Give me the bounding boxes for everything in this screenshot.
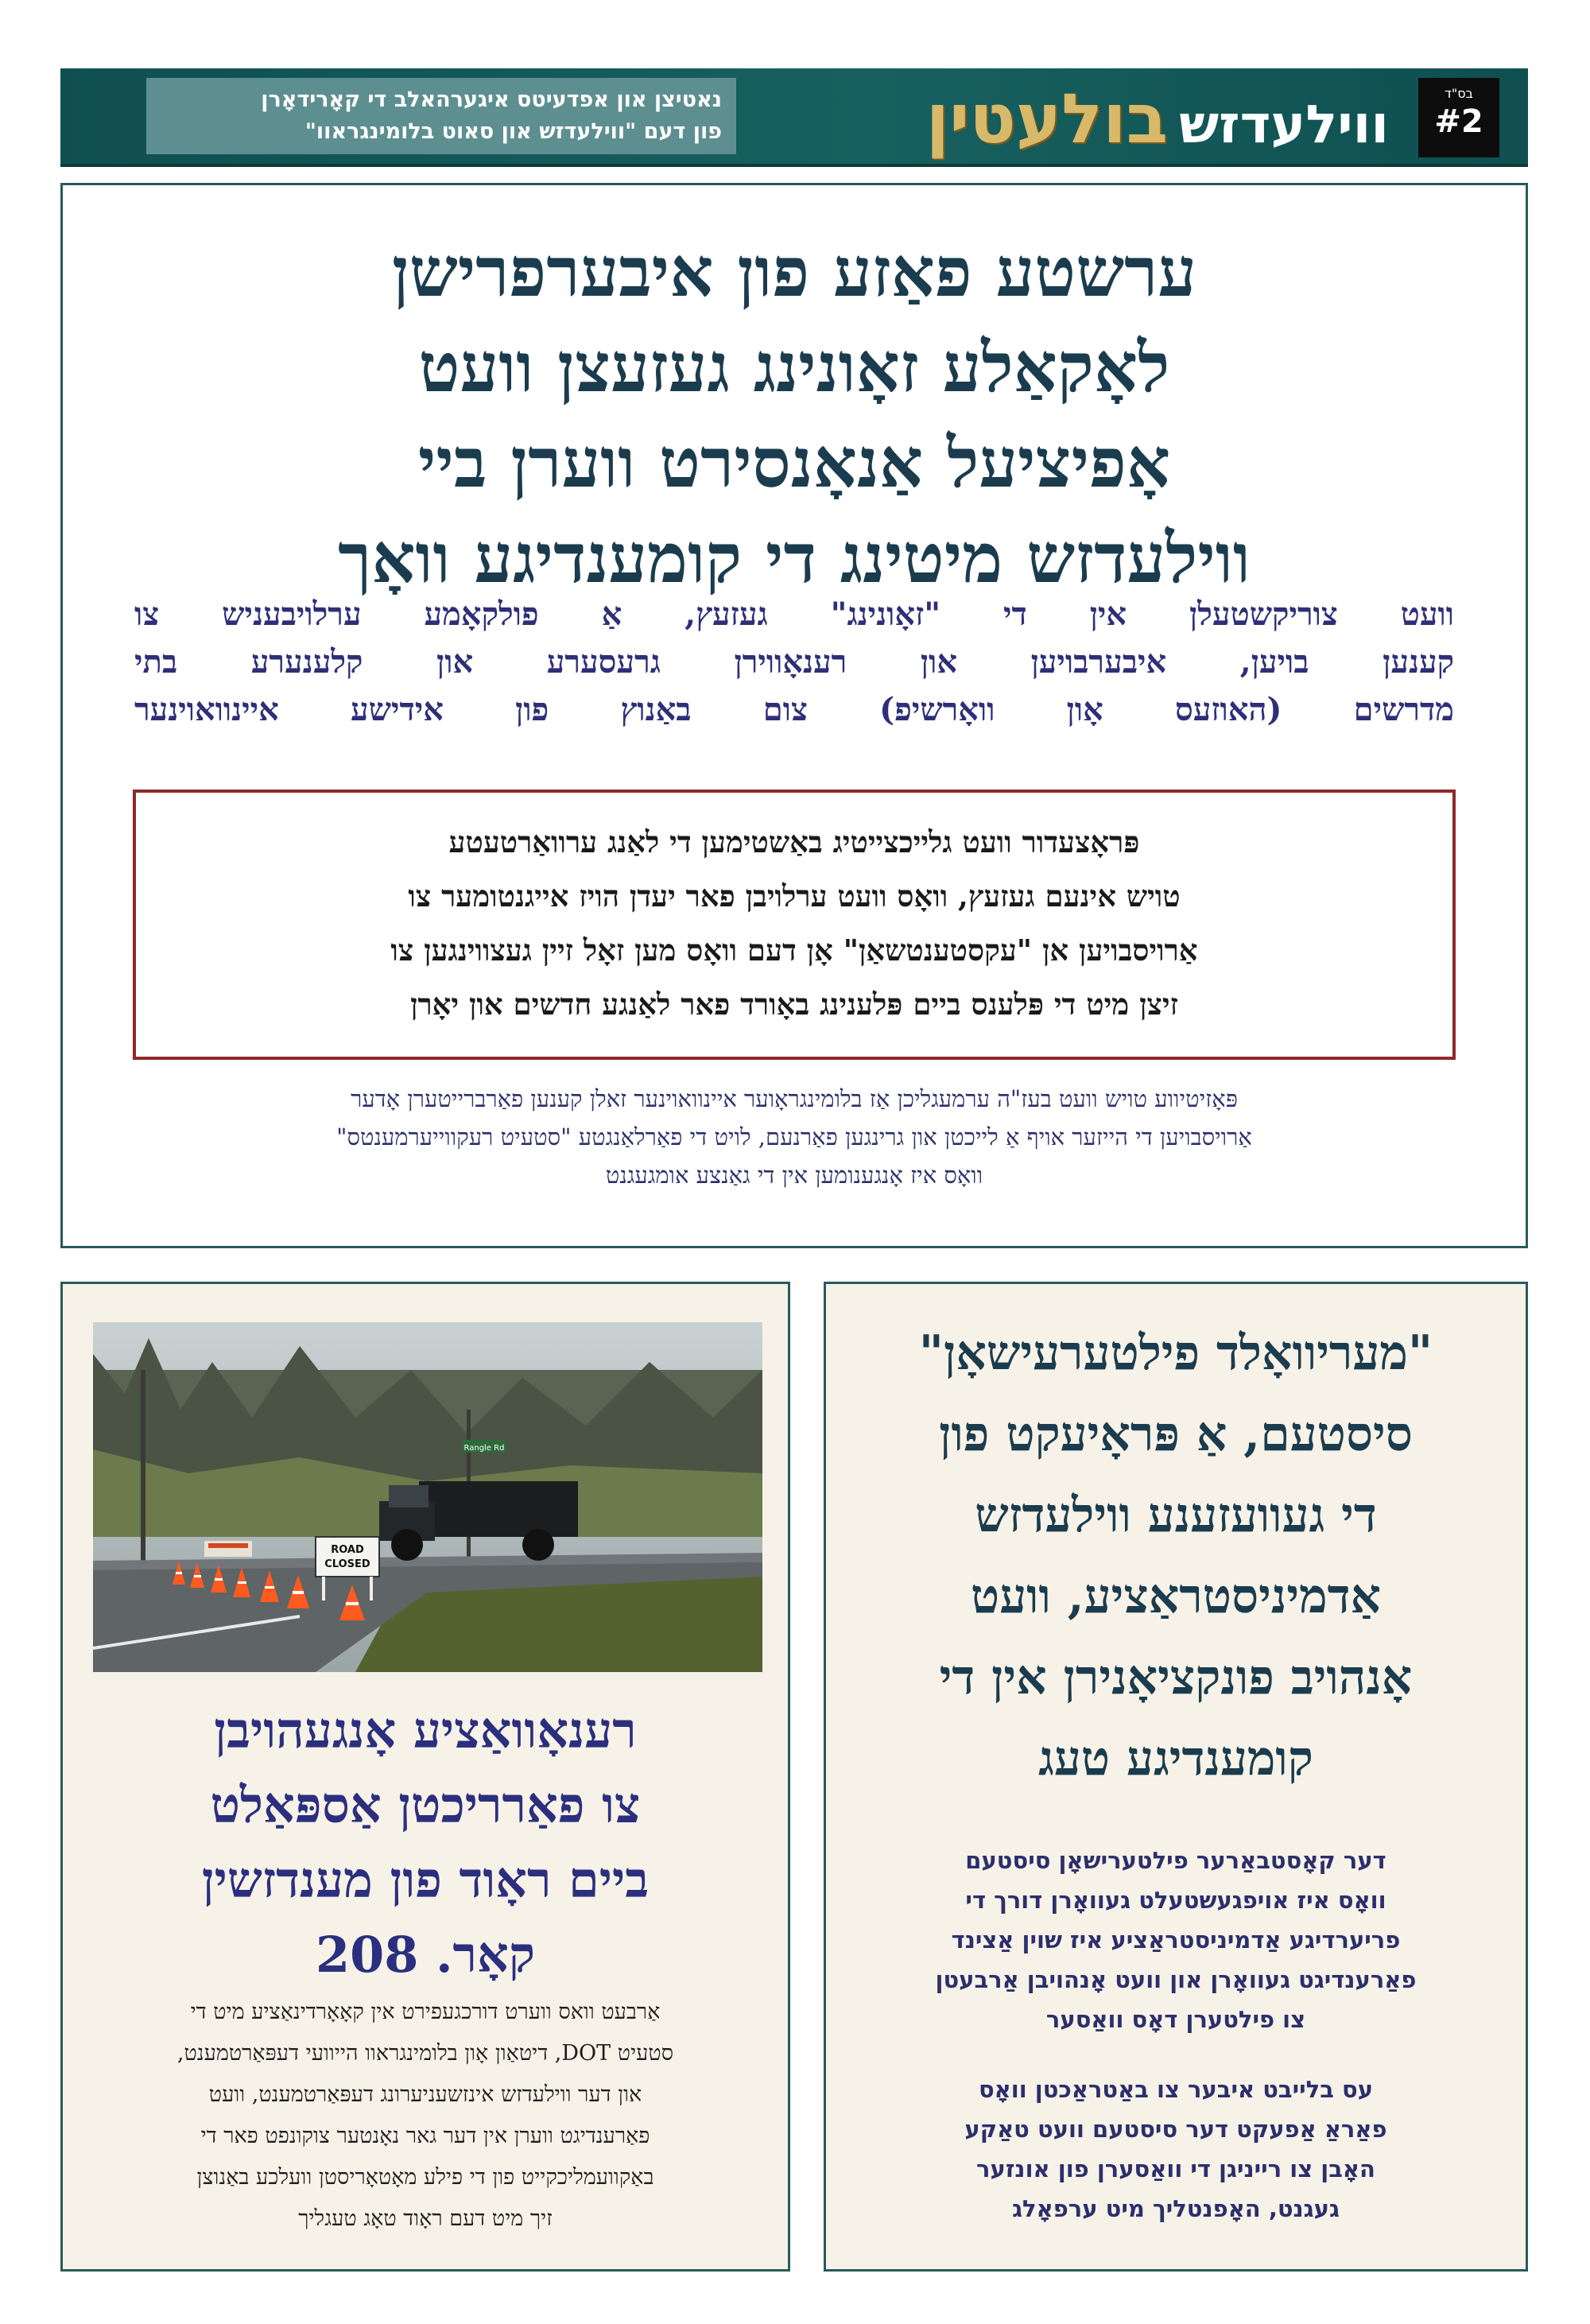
masthead xyxy=(60,68,1528,167)
main-article xyxy=(60,183,1528,1248)
headline-line: די געוועזענע ווילעדזש xyxy=(975,1488,1377,1543)
body-line: דער קאָסטבאַרער פילטערישאָן סיסטעם xyxy=(965,1847,1386,1874)
body-line: אַרבעט וואס ווערט דורכגעפירט אין קאָאָרדינאַציע מיט די xyxy=(190,2000,661,2024)
headline-line: צו פאַרריכטן אַספּאַלט xyxy=(210,1776,641,1834)
highlight-line: טויש אינעם געזעץ, וואָס וועט ערלויבן פאר יעדן הויז אייגנטומער צו xyxy=(408,879,1181,914)
headline-line: אַדמיניסטראַציע, וועט xyxy=(970,1569,1382,1624)
tagline-line: פון דעם "ווילעדזש און סאוט בלומינגראוו" xyxy=(304,119,722,144)
street-sign-text: Rangle Rd xyxy=(463,1444,505,1453)
road-scene-illustration xyxy=(93,1322,762,1672)
main-footer-note xyxy=(126,1080,1462,1194)
headline-line: "מעריוואָלד פילטערעישאָן" xyxy=(918,1325,1433,1381)
body-line: סטעיט DOT, דיטאַון אָון בלומינגראוו הייוועי דעפּאַרטמענט, xyxy=(176,2041,674,2066)
body-line: פאַרענדיגט געוואָרן און וועט אָנהויבן אַרבעטן xyxy=(935,1966,1417,1993)
body-line: געגנט, האָפנטליך מיט ערפאָלג xyxy=(1012,2195,1340,2222)
subhead-line: וועט צוריקשטעלן אין די "זאָונינג" געזעץ, אַ פולקאָמע ערלויבעניש צו xyxy=(134,596,1454,633)
headline-line: רענאָוואַציע אָנגעהויבן xyxy=(214,1701,637,1759)
headline-line: ווילעדזש מיטינג די קומענדיגע וואָך xyxy=(338,518,1251,599)
subhead-line: קענען בויען, איבערבויען און רענאָווירן גרעסערע און קלענערע בתי xyxy=(134,643,1454,681)
brand-bulletin: בולעטין xyxy=(925,80,1169,159)
brand-logo xyxy=(926,75,1389,164)
road-sign-text: ROAD xyxy=(331,1544,364,1556)
issue-number: #2 xyxy=(1434,103,1483,140)
tagline xyxy=(146,78,736,154)
headline-line: אָנהויב פונקציאָנירן אין די xyxy=(939,1650,1413,1705)
main-headline xyxy=(111,225,1478,607)
body-line: באַקוועמליכקייט פון די פילע מאָטאָריסטן וועלכע באַנוצן xyxy=(196,2165,654,2190)
road-sign-text: CLOSED xyxy=(324,1558,370,1570)
issue-badge xyxy=(1418,78,1499,157)
highlight-line: פּראָצעדור וועט גלייכצייטיג באַשטימען די לאַנג ערוואַרטעטע xyxy=(448,824,1140,859)
water-filtration-article xyxy=(824,1282,1528,2272)
road-repair-article xyxy=(60,1282,790,2272)
body-line: פאַראַ אַפעקט דער סיסטעם וועט טאַקע xyxy=(964,2116,1387,2143)
headline-line: קומענדיגע טעג xyxy=(1038,1731,1313,1787)
body-line: האָבן צו רייניגן די וואַסערן פון אונזער xyxy=(976,2155,1375,2182)
footer-line: פּאָזיטיווע טויש וועט בעז"ה ערמעגליכן אַז בלומינגראָוער איינוואוינער זאלן קענען פאַרברייטערן אָדער xyxy=(351,1085,1238,1112)
footer-line: אַרויסבויען די הייזער אויף אַ לייכטן און גרינגען פאַרנעם, לויט די פאַרלאַנגטע "סטעיט רעקווייערמענטס" xyxy=(336,1123,1252,1150)
body-paragraph xyxy=(858,2070,1494,2229)
filtration-headline xyxy=(850,1313,1502,1799)
headline-line: לאָקאַלע זאָונינג געזעצן וועט xyxy=(418,328,1170,408)
body-line: פאַרענדיגט ווערן אין דער גאר נאָנטער צוקונפט פאר די xyxy=(200,2124,650,2148)
body-line: פריערדיגע אַדמיניסטראַציע איז שוין אַצינד xyxy=(951,1926,1401,1953)
headline-line: ביים ראָוד פון מענדזשין xyxy=(201,1851,650,1909)
headline-line: סיסטעם, אַ פּראָיעקט פון xyxy=(939,1406,1413,1462)
headline-line: ערשטע פאַזע פון איבערפרישן xyxy=(391,232,1197,312)
road-closed-photo xyxy=(93,1322,762,1672)
brand-name: ווילעדזש xyxy=(1179,94,1389,155)
tagline-line: נאטיצן און אפדעיטס איגערהאלב די קאָרידאָרן xyxy=(261,87,722,112)
body-paragraph xyxy=(858,1841,1494,2039)
road-repair-body xyxy=(98,1992,753,2240)
body-line: זיך מיט דעם ראָוד טאָג טעגליך xyxy=(298,2206,553,2231)
highlight-box xyxy=(133,790,1456,1060)
headline-line: אָפיציעל אַנאָנסירט ווערן ביי xyxy=(417,423,1171,503)
subhead-line: מדרשים (האוזעס אָון וואָרשיפ) צום באַנוץ פון אידישע איינוואוינער xyxy=(134,691,1454,728)
body-line: וואָס איז אויפגעשטעלט געוואָרן דורך די xyxy=(965,1887,1386,1914)
filtration-body xyxy=(858,1841,1494,2259)
highlight-line: אַרויסבויען אן "עקסטענטשאַן" אָן דעם וואָס מען זאָל זיין געצווינגען צו xyxy=(390,933,1198,968)
headline-line: קאָר. 208 xyxy=(315,1926,536,1984)
road-repair-headline xyxy=(87,1694,764,1992)
highlight-line: זיצן מיט די פּלענס ביים פּלענינג באָורד פאר לאַנגע חדשים און יאָרן xyxy=(410,987,1178,1022)
body-line: צו פילטערן דאָס וואַסער xyxy=(1045,2006,1306,2033)
issue-label: בס"ד xyxy=(1445,86,1473,101)
body-line: עס בלייבט איבער צו באַטראַכטן וואָס xyxy=(978,2076,1374,2103)
main-subhead xyxy=(134,591,1454,734)
body-line: און דער ווילעדזש אינזשעניערונג דעפּאַרטמענט, וועט xyxy=(208,2082,642,2107)
footer-line: וואָס איז אָנגענומען אין די גאַנצע אומגעגנט xyxy=(605,1162,983,1189)
